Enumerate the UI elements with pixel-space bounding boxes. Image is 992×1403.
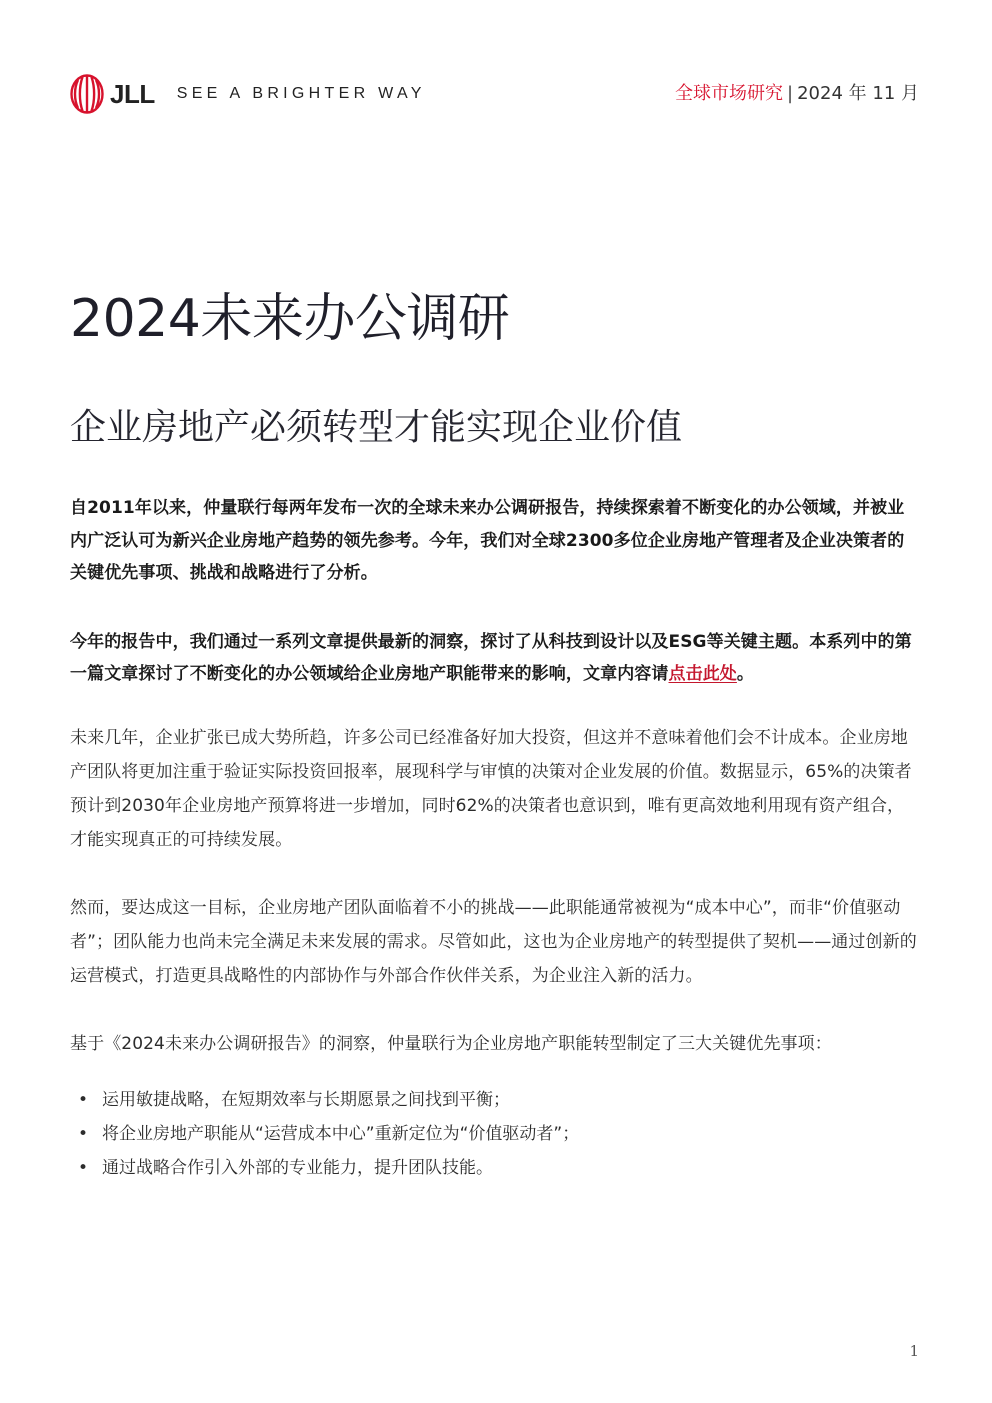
body-paragraph-1: 未来几年，企业扩张已成大势所趋，许多公司已经准备好加大投资，但这并不意味着他们会不计成本。企业房地产团队将更加注重于验证实际投资回报率，展现科学与审慎的决策对企业发展的价值。数据显示，65%的决策者预计到2030年企业房地产预算将进一步增加，同时62%的决策者也意识到，唯有更高效地利用现有资产组合，才能实现真正的可持续发展。	[70, 727, 912, 850]
page-number: 1	[909, 1342, 919, 1360]
list-item	[70, 1083, 920, 1117]
publish-date: 2024 年 11 月	[797, 83, 919, 104]
header-separator: |	[787, 83, 794, 104]
list-item-text: 将企业房地产职能从“运营成本中心”重新定位为“价值驱动者”；	[102, 1123, 580, 1144]
list-item	[70, 1117, 920, 1151]
body-paragraph-3: 基于《2024未来办公调研报告》的洞察，仲量联行为企业房地产职能转型制定了三大关键优先事项：	[70, 1033, 832, 1054]
bullet-icon: •	[78, 1123, 89, 1144]
list-item-text: 通过战略合作引入外部的专业能力，提升团队技能。	[102, 1157, 493, 1178]
bullet-icon: •	[78, 1089, 89, 1110]
header-meta	[675, 80, 919, 108]
article-body	[70, 492, 920, 1185]
page-title: 2024未来办公调研	[70, 289, 510, 349]
intro-paragraph: 自2011年以来，仲量联行每两年发布一次的全球未来办公调研报告，持续探索着不断变化的办公领域，并被业内广泛认可为新兴企业房地产趋势的领先参考。今年，我们对全球2300多位企业房地产管理者及企业决策者的关键优先事项、挑战和战略进行了分析。	[70, 498, 905, 583]
logo-wordmark: JLL	[110, 79, 155, 109]
page-subtitle: 企业房地产必须转型才能实现企业价值	[70, 407, 683, 448]
list-item-text: 运用敏捷战略，在短期效率与长期愿景之间找到平衡；	[102, 1089, 510, 1110]
series-intro-text: 今年的报告中，我们通过一系列文章提供最新的洞察，探讨了从科技到设计以及ESG等关键主题。本系列中的第一篇文章探讨了不断变化的办公领域给企业房地产职能带来的影响，文章内容请	[70, 631, 912, 684]
brand-tagline: SEE A BRIGHTER WAY	[176, 85, 426, 102]
body-paragraph-2: 然而，要达成这一目标，企业房地产团队面临着不小的挑战——此职能通常被视为“成本中心”，而非“价值驱动者”；团队能力也尚未完全满足未来发展的需求。尽管如此，这也为企业房地产的转型提供了契机——通过创新的运营模式，打造更具战略性的内部协作与外部合作伙伴关系，为企业注入新的活力。	[70, 897, 917, 986]
series-intro-paragraph	[70, 626, 920, 691]
click-here-link[interactable]: 点击此处	[668, 664, 737, 684]
series-label: 全球市场研究	[675, 83, 784, 104]
priority-list	[70, 1083, 920, 1185]
bullet-icon: •	[78, 1157, 89, 1178]
list-item	[70, 1151, 920, 1185]
jll-logo[interactable]	[70, 74, 426, 114]
jll-emblem-icon	[70, 74, 104, 114]
series-intro-end: 。	[736, 664, 755, 684]
